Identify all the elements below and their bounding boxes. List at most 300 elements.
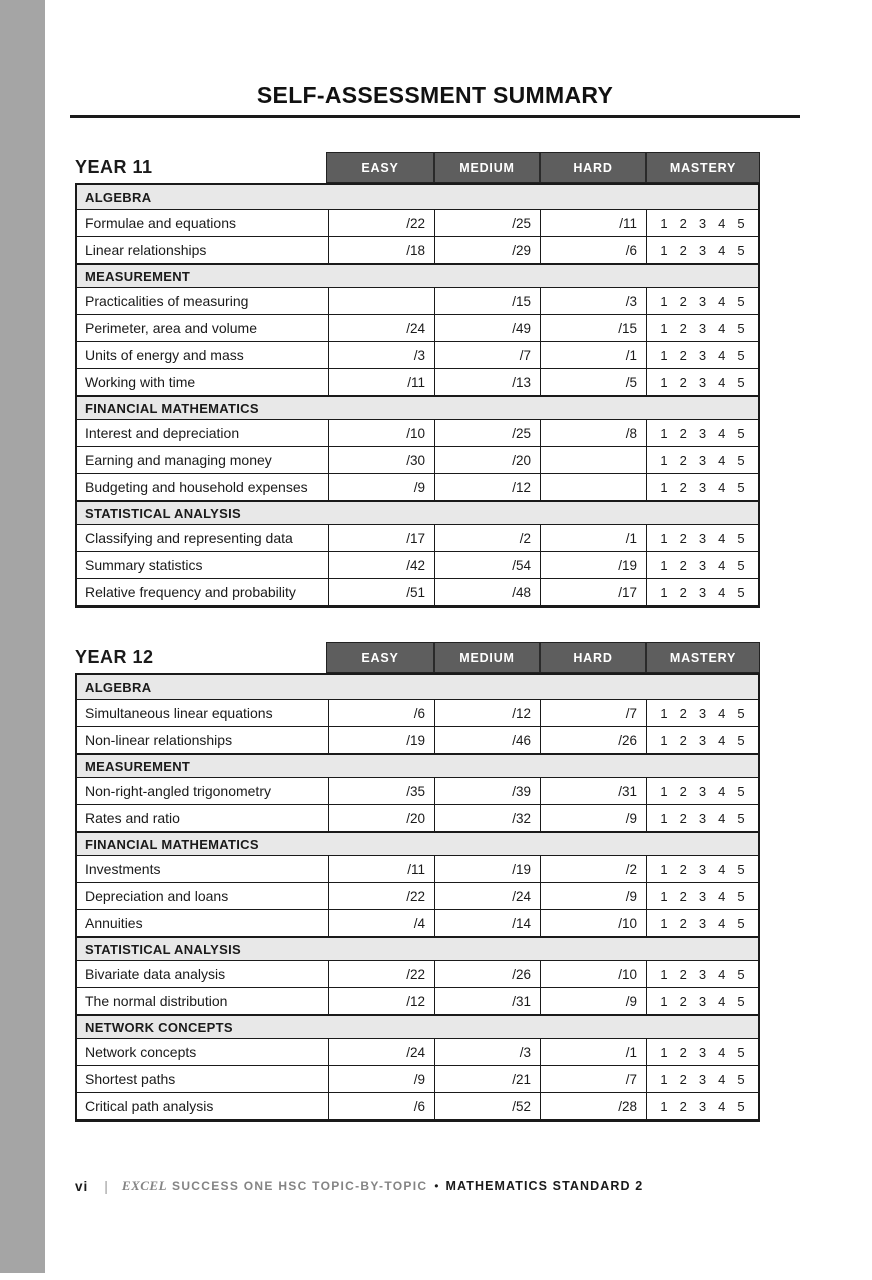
mastery-level: 4 bbox=[718, 810, 726, 826]
hard-score-cell: /9 bbox=[540, 805, 646, 831]
mastery-level: 5 bbox=[737, 705, 745, 721]
section-header-row: FINANCIAL MATHEMATICS bbox=[77, 831, 758, 855]
table-row bbox=[77, 314, 758, 341]
table-row bbox=[77, 726, 758, 753]
topic-cell: Rates and ratio bbox=[85, 810, 180, 826]
table-row bbox=[77, 1038, 758, 1065]
easy-score-cell: /20 bbox=[328, 805, 434, 831]
page-content bbox=[75, 0, 760, 1194]
easy-score-cell: /6 bbox=[328, 700, 434, 726]
mastery-level: 1 bbox=[660, 557, 668, 573]
medium-score-cell: /14 bbox=[434, 910, 540, 936]
easy-score-cell: /35 bbox=[328, 778, 434, 804]
hard-score-cell: /1 bbox=[540, 1039, 646, 1065]
hard-score-cell: /6 bbox=[540, 237, 646, 263]
section-header-row: ALGEBRA bbox=[77, 675, 758, 699]
easy-score-cell: /22 bbox=[328, 961, 434, 987]
mastery-level: 1 bbox=[660, 215, 668, 231]
mastery-level: 4 bbox=[718, 215, 726, 231]
year-table bbox=[75, 152, 760, 608]
topic-cell: Summary statistics bbox=[85, 557, 203, 573]
hard-score-cell: /7 bbox=[540, 1066, 646, 1092]
medium-score-cell: /12 bbox=[434, 700, 540, 726]
easy-score-cell: /19 bbox=[328, 727, 434, 753]
mastery-cell bbox=[646, 579, 758, 605]
hard-score-cell: /10 bbox=[540, 961, 646, 987]
table-row bbox=[77, 987, 758, 1014]
topic-cell: Earning and managing money bbox=[85, 452, 272, 468]
mastery-cell bbox=[646, 961, 758, 987]
mastery-cell bbox=[646, 447, 758, 473]
mastery-cell bbox=[646, 988, 758, 1014]
topic-cell: Investments bbox=[85, 861, 161, 877]
hard-score-cell: /10 bbox=[540, 910, 646, 936]
mastery-level: 3 bbox=[698, 810, 707, 826]
topic-cell: Annuities bbox=[85, 915, 143, 931]
mastery-level: 2 bbox=[679, 993, 687, 1009]
mastery-level: 2 bbox=[679, 810, 687, 826]
mastery-level: 5 bbox=[737, 993, 745, 1009]
hard-score-cell: /15 bbox=[540, 315, 646, 341]
mastery-level: 1 bbox=[660, 1044, 668, 1060]
table-row bbox=[77, 1065, 758, 1092]
medium-score-cell: /19 bbox=[434, 856, 540, 882]
medium-score-cell: /31 bbox=[434, 988, 540, 1014]
mastery-level: 3 bbox=[698, 783, 707, 799]
table-row bbox=[77, 578, 758, 605]
hard-score-cell: /3 bbox=[540, 288, 646, 314]
hard-score-cell: /28 bbox=[540, 1093, 646, 1119]
topic-cell: Linear relationships bbox=[85, 242, 207, 258]
mastery-level: 1 bbox=[660, 425, 668, 441]
table-body bbox=[75, 183, 760, 608]
mastery-level: 5 bbox=[737, 479, 745, 495]
mastery-level: 2 bbox=[679, 888, 687, 904]
column-header-hard: HARD bbox=[539, 643, 645, 672]
mastery-level: 1 bbox=[660, 584, 668, 600]
mastery-level: 1 bbox=[660, 861, 668, 877]
hard-score-cell: /1 bbox=[540, 342, 646, 368]
footer-series-excel: EXCEL bbox=[121, 1178, 168, 1193]
hard-score-cell: /1 bbox=[540, 525, 646, 551]
mastery-level: 1 bbox=[660, 705, 668, 721]
mastery-level: 4 bbox=[718, 320, 726, 336]
mastery-level: 5 bbox=[737, 915, 745, 931]
year-label: YEAR 12 bbox=[75, 647, 154, 667]
mastery-level: 5 bbox=[737, 584, 745, 600]
mastery-cell bbox=[646, 342, 758, 368]
topic-cell: Working with time bbox=[85, 374, 196, 390]
section-header-row: NETWORK CONCEPTS bbox=[77, 1014, 758, 1038]
mastery-level: 4 bbox=[718, 888, 726, 904]
medium-score-cell: /20 bbox=[434, 447, 540, 473]
hard-score-cell: /17 bbox=[540, 579, 646, 605]
table-row bbox=[77, 699, 758, 726]
mastery-level: 4 bbox=[718, 705, 726, 721]
mastery-level: 2 bbox=[679, 861, 687, 877]
mastery-level: 5 bbox=[737, 557, 745, 573]
mastery-level: 3 bbox=[698, 966, 707, 982]
mastery-level: 4 bbox=[718, 293, 726, 309]
table-row bbox=[77, 419, 758, 446]
topic-cell: Critical path analysis bbox=[85, 1098, 214, 1114]
mastery-level: 4 bbox=[718, 915, 726, 931]
mastery-level: 5 bbox=[737, 888, 745, 904]
mastery-cell bbox=[646, 315, 758, 341]
mastery-cell bbox=[646, 1093, 758, 1119]
mastery-level: 1 bbox=[660, 732, 668, 748]
hard-score-cell: /8 bbox=[540, 420, 646, 446]
easy-score-cell: /24 bbox=[328, 315, 434, 341]
column-header-mastery: MASTERY bbox=[645, 153, 759, 182]
section-header-row: STATISTICAL ANALYSIS bbox=[77, 936, 758, 960]
easy-score-cell: /11 bbox=[328, 856, 434, 882]
mastery-level: 4 bbox=[718, 425, 726, 441]
section-header-row: MEASUREMENT bbox=[77, 753, 758, 777]
footer-bullet-icon: • bbox=[434, 1179, 439, 1193]
mastery-level: 5 bbox=[737, 783, 745, 799]
medium-score-cell: /26 bbox=[434, 961, 540, 987]
mastery-level: 3 bbox=[698, 1098, 707, 1114]
mastery-level: 5 bbox=[737, 530, 745, 546]
mastery-level: 2 bbox=[679, 320, 687, 336]
mastery-level: 1 bbox=[660, 347, 668, 363]
medium-score-cell: /7 bbox=[434, 342, 540, 368]
medium-score-cell: /49 bbox=[434, 315, 540, 341]
mastery-level: 3 bbox=[698, 705, 707, 721]
table-row bbox=[77, 909, 758, 936]
mastery-cell bbox=[646, 727, 758, 753]
mastery-cell bbox=[646, 1039, 758, 1065]
mastery-level: 1 bbox=[660, 810, 668, 826]
column-header-mastery: MASTERY bbox=[645, 643, 759, 672]
mastery-level: 3 bbox=[698, 1071, 707, 1087]
medium-score-cell: /25 bbox=[434, 210, 540, 236]
hard-score-cell: /2 bbox=[540, 856, 646, 882]
mastery-level: 3 bbox=[698, 215, 707, 231]
mastery-level: 4 bbox=[718, 732, 726, 748]
mastery-cell bbox=[646, 1066, 758, 1092]
mastery-level: 4 bbox=[718, 783, 726, 799]
column-header-easy: EASY bbox=[361, 650, 399, 665]
table-row bbox=[77, 446, 758, 473]
mastery-level: 2 bbox=[679, 1071, 687, 1087]
mastery-cell bbox=[646, 525, 758, 551]
easy-score-cell: /30 bbox=[328, 447, 434, 473]
mastery-cell bbox=[646, 856, 758, 882]
table-row bbox=[77, 524, 758, 551]
mastery-level: 4 bbox=[718, 993, 726, 1009]
mastery-level: 2 bbox=[679, 705, 687, 721]
mastery-level: 2 bbox=[679, 966, 687, 982]
section-header-row: FINANCIAL MATHEMATICS bbox=[77, 395, 758, 419]
hard-score-cell bbox=[540, 474, 646, 500]
topic-cell: Non-linear relationships bbox=[85, 732, 233, 748]
column-header-medium: MEDIUM bbox=[433, 153, 539, 182]
mastery-level: 3 bbox=[698, 915, 707, 931]
hard-score-cell: /9 bbox=[540, 883, 646, 909]
mastery-level: 2 bbox=[679, 215, 687, 231]
easy-score-cell: /18 bbox=[328, 237, 434, 263]
table-row bbox=[77, 236, 758, 263]
hard-score-cell: /7 bbox=[540, 700, 646, 726]
topic-cell: Formulae and equations bbox=[85, 215, 236, 231]
mastery-level: 3 bbox=[698, 732, 707, 748]
mastery-level: 4 bbox=[718, 557, 726, 573]
mastery-level: 1 bbox=[660, 479, 668, 495]
mastery-level: 2 bbox=[679, 1044, 687, 1060]
topic-cell: Shortest paths bbox=[85, 1071, 176, 1087]
column-header-easy: EASY bbox=[361, 160, 399, 175]
topic-cell: Classifying and representing data bbox=[85, 530, 293, 546]
title-rule bbox=[70, 115, 800, 118]
mastery-level: 3 bbox=[698, 242, 707, 258]
hard-score-cell: /26 bbox=[540, 727, 646, 753]
mastery-cell bbox=[646, 778, 758, 804]
easy-score-cell: /6 bbox=[328, 1093, 434, 1119]
easy-score-cell: /10 bbox=[328, 420, 434, 446]
section-header-row: ALGEBRA bbox=[77, 185, 758, 209]
medium-score-cell: /21 bbox=[434, 1066, 540, 1092]
topic-cell: Perimeter, area and volume bbox=[85, 320, 257, 336]
mastery-level: 5 bbox=[737, 966, 745, 982]
mastery-level: 4 bbox=[718, 966, 726, 982]
mastery-level: 1 bbox=[660, 452, 668, 468]
mastery-cell bbox=[646, 210, 758, 236]
year-table bbox=[75, 642, 760, 1122]
mastery-cell bbox=[646, 805, 758, 831]
easy-score-cell: /11 bbox=[328, 369, 434, 395]
table-row bbox=[77, 855, 758, 882]
medium-score-cell: /39 bbox=[434, 778, 540, 804]
topic-cell: The normal distribution bbox=[85, 993, 228, 1009]
mastery-level: 5 bbox=[737, 293, 745, 309]
mastery-level: 5 bbox=[737, 242, 745, 258]
topic-cell: Simultaneous linear equations bbox=[85, 705, 273, 721]
mastery-level: 2 bbox=[679, 374, 687, 390]
medium-score-cell: /29 bbox=[434, 237, 540, 263]
mastery-level: 4 bbox=[718, 347, 726, 363]
mastery-level: 5 bbox=[737, 452, 745, 468]
mastery-level: 3 bbox=[698, 888, 707, 904]
mastery-level: 1 bbox=[660, 530, 668, 546]
mastery-cell bbox=[646, 369, 758, 395]
mastery-level: 1 bbox=[660, 374, 668, 390]
easy-score-cell: /9 bbox=[328, 474, 434, 500]
topic-cell: Relative frequency and probability bbox=[85, 584, 296, 600]
mastery-level: 4 bbox=[718, 479, 726, 495]
easy-score-cell: /22 bbox=[328, 210, 434, 236]
mastery-level: 3 bbox=[698, 452, 707, 468]
mastery-level: 1 bbox=[660, 993, 668, 1009]
easy-score-cell: /17 bbox=[328, 525, 434, 551]
medium-score-cell: /52 bbox=[434, 1093, 540, 1119]
topic-cell: Practicalities of measuring bbox=[85, 293, 249, 309]
mastery-level: 2 bbox=[679, 584, 687, 600]
mastery-level: 1 bbox=[660, 293, 668, 309]
easy-score-cell: /42 bbox=[328, 552, 434, 578]
column-header-hard: HARD bbox=[539, 153, 645, 182]
easy-score-cell: /51 bbox=[328, 579, 434, 605]
page-title: SELF-ASSESSMENT SUMMARY bbox=[256, 82, 614, 108]
mastery-cell bbox=[646, 474, 758, 500]
mastery-level: 3 bbox=[698, 993, 707, 1009]
topic-cell: Interest and depreciation bbox=[85, 425, 240, 441]
mastery-level: 4 bbox=[718, 1098, 726, 1114]
mastery-level: 5 bbox=[737, 861, 745, 877]
mastery-level: 5 bbox=[737, 347, 745, 363]
mastery-level: 4 bbox=[718, 530, 726, 546]
mastery-level: 5 bbox=[737, 1098, 745, 1114]
hard-score-cell: /31 bbox=[540, 778, 646, 804]
medium-score-cell: /13 bbox=[434, 369, 540, 395]
medium-score-cell: /25 bbox=[434, 420, 540, 446]
table-row bbox=[77, 473, 758, 500]
footer-separator: | bbox=[104, 1178, 108, 1194]
table-row bbox=[77, 960, 758, 987]
topic-cell: Network concepts bbox=[85, 1044, 197, 1060]
mastery-level: 3 bbox=[698, 479, 707, 495]
column-headers bbox=[326, 642, 760, 673]
easy-score-cell: /4 bbox=[328, 910, 434, 936]
mastery-cell bbox=[646, 552, 758, 578]
mastery-level: 1 bbox=[660, 888, 668, 904]
medium-score-cell: /15 bbox=[434, 288, 540, 314]
mastery-level: 3 bbox=[698, 861, 707, 877]
mastery-level: 2 bbox=[679, 732, 687, 748]
table-row bbox=[77, 777, 758, 804]
mastery-cell bbox=[646, 910, 758, 936]
table-row bbox=[77, 341, 758, 368]
mastery-level: 1 bbox=[660, 966, 668, 982]
table-row bbox=[77, 882, 758, 909]
mastery-level: 3 bbox=[698, 557, 707, 573]
mastery-level: 1 bbox=[660, 242, 668, 258]
easy-score-cell: /12 bbox=[328, 988, 434, 1014]
mastery-level: 3 bbox=[698, 1044, 707, 1060]
medium-score-cell: /46 bbox=[434, 727, 540, 753]
easy-score-cell: /24 bbox=[328, 1039, 434, 1065]
medium-score-cell: /32 bbox=[434, 805, 540, 831]
mastery-level: 2 bbox=[679, 293, 687, 309]
topic-cell: Bivariate data analysis bbox=[85, 966, 226, 982]
topic-cell: Units of energy and mass bbox=[85, 347, 244, 363]
page-footer bbox=[75, 1178, 760, 1194]
mastery-level: 2 bbox=[679, 1098, 687, 1114]
mastery-level: 4 bbox=[718, 242, 726, 258]
year-label: YEAR 11 bbox=[75, 157, 153, 177]
footer-series-title: SUCCESS ONE HSC TOPIC-BY-TOPIC bbox=[172, 1179, 428, 1193]
mastery-level: 5 bbox=[737, 732, 745, 748]
hard-score-cell: /19 bbox=[540, 552, 646, 578]
mastery-level: 5 bbox=[737, 320, 745, 336]
table-row bbox=[77, 209, 758, 236]
mastery-level: 1 bbox=[660, 320, 668, 336]
mastery-level: 3 bbox=[698, 293, 707, 309]
mastery-level: 4 bbox=[718, 584, 726, 600]
mastery-level: 5 bbox=[737, 374, 745, 390]
mastery-cell bbox=[646, 700, 758, 726]
table-row bbox=[77, 551, 758, 578]
mastery-level: 1 bbox=[660, 783, 668, 799]
mastery-level: 4 bbox=[718, 1044, 726, 1060]
mastery-level: 5 bbox=[737, 215, 745, 231]
footer-book-title: MATHEMATICS STANDARD 2 bbox=[445, 1179, 644, 1193]
table-header-row bbox=[75, 152, 760, 183]
table-header-row bbox=[75, 642, 760, 673]
mastery-level: 2 bbox=[679, 557, 687, 573]
mastery-level: 2 bbox=[679, 479, 687, 495]
mastery-level: 3 bbox=[698, 425, 707, 441]
mastery-level: 4 bbox=[718, 374, 726, 390]
mastery-cell bbox=[646, 237, 758, 263]
mastery-level: 5 bbox=[737, 425, 745, 441]
page-edge-shadow bbox=[0, 0, 45, 1273]
page-number: vi bbox=[75, 1178, 89, 1194]
easy-score-cell: /3 bbox=[328, 342, 434, 368]
medium-score-cell: /2 bbox=[434, 525, 540, 551]
medium-score-cell: /24 bbox=[434, 883, 540, 909]
section-header-row: STATISTICAL ANALYSIS bbox=[77, 500, 758, 524]
medium-score-cell: /12 bbox=[434, 474, 540, 500]
mastery-level: 3 bbox=[698, 584, 707, 600]
mastery-level: 4 bbox=[718, 452, 726, 468]
mastery-level: 2 bbox=[679, 347, 687, 363]
mastery-level: 5 bbox=[737, 1071, 745, 1087]
medium-score-cell: /48 bbox=[434, 579, 540, 605]
topic-cell: Depreciation and loans bbox=[85, 888, 229, 904]
table-row bbox=[77, 804, 758, 831]
mastery-cell bbox=[646, 883, 758, 909]
table-body bbox=[75, 673, 760, 1122]
medium-score-cell: /3 bbox=[434, 1039, 540, 1065]
topic-cell: Non-right-angled trigonometry bbox=[85, 783, 271, 799]
mastery-level: 3 bbox=[698, 374, 707, 390]
column-header-medium: MEDIUM bbox=[433, 643, 539, 672]
easy-score-cell: /22 bbox=[328, 883, 434, 909]
assessment-tables bbox=[75, 152, 760, 1122]
mastery-level: 2 bbox=[679, 242, 687, 258]
mastery-level: 5 bbox=[737, 810, 745, 826]
mastery-level: 4 bbox=[718, 1071, 726, 1087]
mastery-level: 4 bbox=[718, 861, 726, 877]
mastery-level: 5 bbox=[737, 1044, 745, 1060]
topic-cell: Budgeting and household expenses bbox=[85, 479, 308, 495]
mastery-level: 2 bbox=[679, 915, 687, 931]
easy-score-cell: /9 bbox=[328, 1066, 434, 1092]
easy-score-cell bbox=[328, 288, 434, 314]
table-row bbox=[77, 287, 758, 314]
table-row bbox=[77, 1092, 758, 1119]
table-row bbox=[77, 368, 758, 395]
mastery-level: 1 bbox=[660, 1098, 668, 1114]
mastery-cell bbox=[646, 420, 758, 446]
mastery-cell bbox=[646, 288, 758, 314]
mastery-level: 1 bbox=[660, 915, 668, 931]
mastery-level: 2 bbox=[679, 530, 687, 546]
mastery-level: 1 bbox=[660, 1071, 668, 1087]
mastery-level: 3 bbox=[698, 347, 707, 363]
hard-score-cell bbox=[540, 447, 646, 473]
hard-score-cell: /11 bbox=[540, 210, 646, 236]
title-block bbox=[70, 82, 800, 118]
mastery-level: 2 bbox=[679, 783, 687, 799]
mastery-level: 2 bbox=[679, 425, 687, 441]
section-header-row: MEASUREMENT bbox=[77, 263, 758, 287]
hard-score-cell: /9 bbox=[540, 988, 646, 1014]
hard-score-cell: /5 bbox=[540, 369, 646, 395]
mastery-level: 3 bbox=[698, 530, 707, 546]
